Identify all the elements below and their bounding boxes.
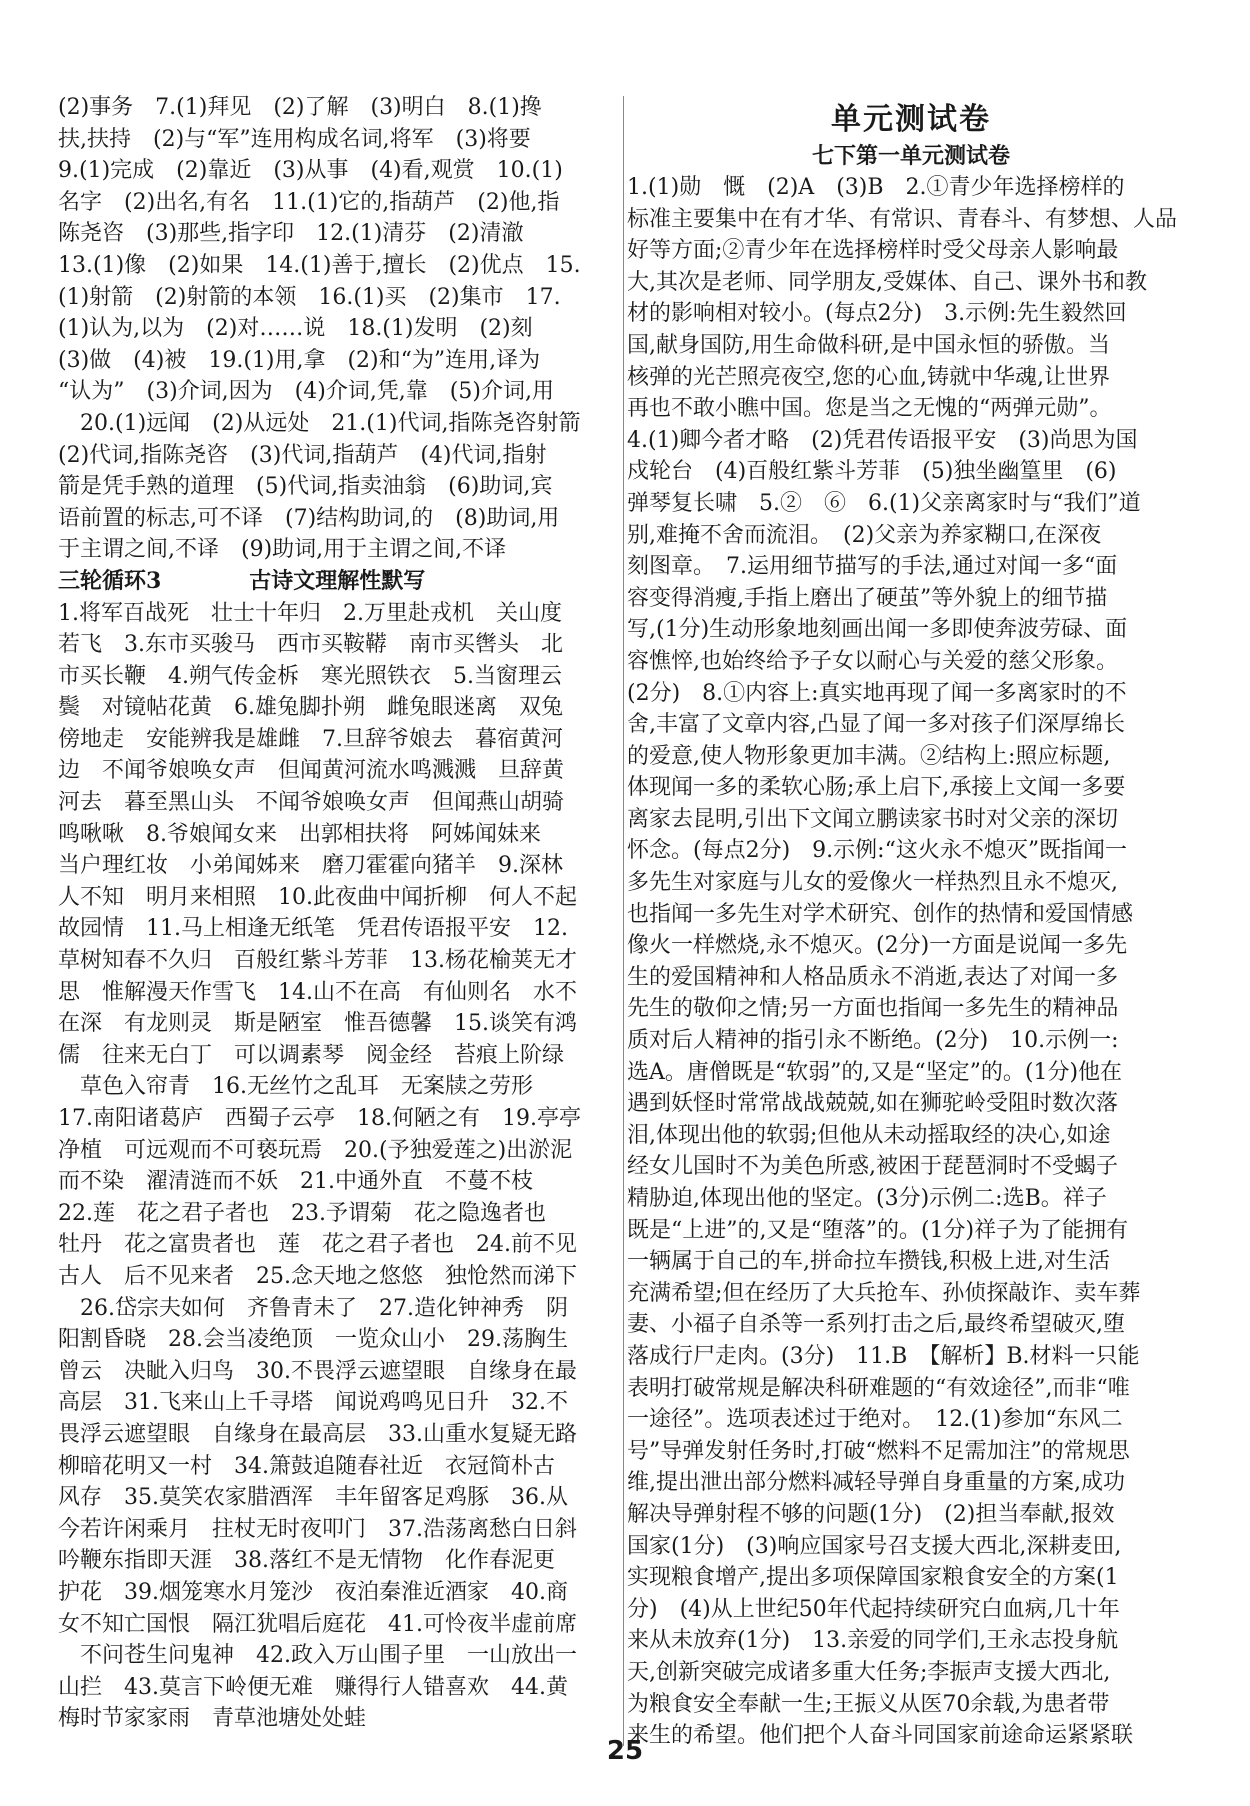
text-line: 为粮食安全奉献一生;王振义从医70余载,为患者带: [627, 1691, 1110, 1717]
text-line: 而不染 濯清涟而不妖 21.中通外直 不蔓不枝: [58, 1169, 533, 1195]
text-line: 牡丹 花之富贵者也 莲 花之君子者也 24.前不见: [58, 1232, 577, 1258]
right-answer-lines: [627, 172, 1195, 1752]
text-line: 边 不闻爷娘唤女声 但闻黄河流水鸣溅溅 旦辞黄: [58, 758, 565, 784]
text-line: 鬓 对镜帖花黄 6.雄兔脚扑朔 雌兔眼迷离 双兔: [58, 695, 563, 721]
text-line: 写,(1分)生动形象地刻画出闻一多即使奔波劳碌、面: [627, 617, 1128, 643]
text-line: 不问苍生问鬼神 42.政入万山围子里 一山放出一: [58, 1643, 577, 1669]
text-line: 1.将军百战死 壮士十年归 2.万里赴戎机 关山度: [58, 600, 562, 626]
text-line: 标准主要集中在有才华、有常识、青春斗、有梦想、人品: [627, 206, 1178, 232]
text-line: 别,难掩不舍而流泪。 (2)父亲为养家糊口,在深夜: [627, 522, 1102, 548]
text-line: 13.(1)像 (2)如果 14.(1)善于,擅长 (2)优点 15.: [58, 252, 581, 278]
text-line: 弹琴复长啸 5.② ⑥ 6.(1)父亲离家时与“我们”道: [627, 490, 1141, 516]
text-line: (2)事务 7.(1)拜见 (2)了解 (3)明白 8.(1)搀: [58, 95, 542, 120]
text-line: 女不知亡国恨 隔江犹唱后庭花 41.可怜夜半虚前席: [58, 1611, 577, 1637]
text-line: 生的爱国精神和人格品质永不消逝,表达了对闻一多: [627, 964, 1118, 990]
text-line: 净植 可远观而不可亵玩焉 20.(予独爱莲之)出淤泥: [58, 1137, 573, 1163]
text-line: 充满希望;但在经历了大兵抢车、孙侦探敲诈、卖车葬: [627, 1280, 1141, 1306]
text-line: “认为” (3)介词,因为 (4)介词,凭,靠 (5)介词,用: [58, 379, 554, 405]
text-line: (1)认为,以为 (2)对……说 18.(1)发明 (2)刻: [58, 316, 533, 342]
text-line: 思 惟解漫天作雪飞 14.山不在高 有仙则名 水不: [58, 979, 577, 1005]
text-line: (2分) 8.①内容上:真实地再现了闻一多离家时的不: [627, 680, 1127, 706]
text-line: 故园情 11.马上相逢无纸笔 凭君传语报平安 12.: [58, 916, 568, 942]
text-line: 再也不敢小瞧中国。您是当之无愧的“两弹元勋”。: [627, 396, 1112, 422]
text-line: 来从未放弃(1分) 13.亲爱的同学们,王永志投身航: [627, 1628, 1119, 1654]
text-line: 刻图章。 7.运用细节描写的手法,通过对闻一多“面: [627, 554, 1118, 580]
text-line: (2)代词,指陈尧咨 (3)代词,指葫芦 (4)代词,指射: [58, 442, 547, 468]
text-line: 护花 39.烟笼寒水月笼沙 夜泊秦淮近酒家 40.商: [58, 1579, 568, 1605]
text-line: 梅时节家家雨 青草池塘处处蛙: [58, 1706, 367, 1732]
text-line: 吟鞭东指即天涯 38.落红不是无情物 化作春泥更: [58, 1548, 555, 1574]
text-line: 1.(1)勋 慨 (2)A (3)B 2.①青少年选择榜样的: [627, 175, 1125, 200]
text-line: 核弹的光芒照亮夜空,您的心血,铸就中华魂,让世界: [627, 364, 1110, 390]
text-line: 大,其次是老师、同学朋友,受媒体、自己、课外书和教: [627, 269, 1147, 295]
text-line: 傍地走 安能辨我是雄雌 7.旦辞爷娘去 暮宿黄河: [58, 726, 563, 752]
unit-test-title: 单元测试卷: [831, 102, 991, 137]
text-line: 当户理红妆 小弟闻姊来 磨刀霍霍向猪羊 9.深林: [58, 853, 563, 879]
text-line: 先生的敬仰之情;另一方面也指闻一多先生的精神品: [627, 996, 1119, 1022]
text-line: 古人 后不见来者 25.念天地之悠悠 独怆然而涕下: [58, 1263, 577, 1289]
text-line: 体现闻一多的柔软心肠;承上启下,承接上文闻一多要: [627, 775, 1126, 801]
text-line: 维,提出泄出部分燃料减轻导弹自身重量的方案,成功: [627, 1470, 1125, 1496]
text-line: 天,创新突破完成诸多重大任务;李振声支援大西北,: [627, 1659, 1111, 1685]
text-line: 17.南阳诸葛庐 西蜀子云亭 18.何陋之有 19.亭亭: [58, 1106, 581, 1131]
text-line: (1)射箭 (2)射箭的本领 16.(1)买 (2)集市 17.: [58, 284, 561, 310]
text-line: 扶,扶持 (2)与“军”连用构成名词,将军 (3)将要: [58, 126, 531, 152]
text-line: 怀念。(每点2分) 9.示例:“这火永不熄灭”既指闻一: [627, 838, 1128, 864]
text-line: 号”导弹发射任务时,打破“燃料不足需加注”的常规思: [627, 1438, 1130, 1464]
text-line: 阳割昏晓 28.会当凌绝顶 一览众山小 29.荡胸生: [58, 1327, 568, 1353]
text-line: 26.岱宗夫如何 齐鲁青未了 27.造化钟神秀 阴: [58, 1295, 568, 1321]
text-line: 经女儿国时不为美色所惑,被困于琵琶洞时不受蝎子: [627, 1154, 1118, 1180]
text-line: 戍轮台 (4)百般红紫斗芳菲 (5)独坐幽篁里 (6): [627, 459, 1117, 485]
text-line: 儒 往来无白丁 可以调素琴 阅金经 苔痕上阶绿: [58, 1042, 565, 1068]
text-line: 一途径”。选项表述过于绝对。 12.(1)参加“东风二: [627, 1407, 1123, 1433]
column-divider: [623, 96, 624, 1746]
text-line: 表明打破常规是解决科研难题的“有效途径”,而非“唯: [627, 1375, 1130, 1401]
text-line: 于主谓之间,不译 (9)助词,用于主谓之间,不译: [58, 537, 507, 563]
text-line: 容变得消瘦,手指上磨出了硬茧”等外貌上的细节描: [627, 585, 1108, 611]
text-line: 柳暗花明又一村 34.箫鼓追随春社近 衣冠简朴古: [58, 1453, 555, 1479]
text-line: 语前置的标志,可不译 (7)结构助词,的 (8)助词,用: [58, 505, 560, 531]
section-heading: 三轮循环3 古诗文理解性默写: [58, 567, 426, 594]
text-line: 落成行尸走肉。(3分) 11.B 【解析】B.材料一只能: [627, 1343, 1140, 1369]
text-line: 陈尧咨 (3)那些,指字印 12.(1)清芬 (2)清澈: [58, 221, 524, 247]
right-column: [627, 100, 1195, 1752]
text-line: 山拦 43.莫言下岭便无难 赚得行人错喜欢 44.黄: [58, 1674, 568, 1700]
left-column: [58, 92, 618, 1735]
text-line: 今若许闲乘月 拄杖无时夜叩门 37.浩荡离愁白日斜: [58, 1516, 577, 1542]
text-line: 9.(1)完成 (2)靠近 (3)从事 (4)看,观赏 10.(1): [58, 158, 563, 184]
text-line: 草色入帘青 16.无丝竹之乱耳 无案牍之劳形: [58, 1074, 533, 1100]
text-line: 实现粮食增产,提出多项保障国家粮食安全的方案(1: [627, 1565, 1119, 1591]
text-line: 20.(1)远闻 (2)从远处 21.(1)代词,指陈尧咨射箭: [58, 410, 581, 436]
unit-test-subtitle: 七下第一单元测试卷: [811, 143, 1010, 169]
text-line: 选A。唐僧既是“软弱”的,又是“坚定”的。(1分)他在: [627, 1059, 1123, 1085]
text-line: 舍,丰富了文章内容,凸显了闻一多对孩子们深厚绵长: [627, 712, 1125, 738]
text-line: 解决导弹射程不够的问题(1分) (2)担当奉献,报效: [627, 1501, 1115, 1527]
text-line: 在深 有龙则灵 斯是陋室 惟吾德馨 15.谈笑有鸿: [58, 1011, 577, 1037]
text-line: 若飞 3.东市买骏马 西市买鞍鞯 南市买辔头 北: [58, 632, 563, 658]
text-line: (3)做 (4)被 19.(1)用,拿 (2)和“为”连用,译为: [58, 347, 541, 373]
text-line: 国家(1分) (3)响应国家号召支援大西北,深耕麦田,: [627, 1533, 1122, 1559]
text-line: 畏浮云遮望眼 自缘身在最高层 33.山重水复疑无路: [58, 1421, 577, 1447]
text-line: 好等方面;②青少年在选择榜样时受父母亲人影响最: [627, 238, 1119, 264]
text-line: 市买长鞭 4.朔气传金柝 寒光照铁衣 5.当窗理云: [58, 663, 562, 689]
text-line: 材的影响相对较小。(每点2分) 3.示例:先生毅然回: [627, 301, 1127, 327]
text-line: 泪,体现出他的软弱;但他从未动摇取经的决心,如途: [627, 1122, 1111, 1148]
text-line: 精胁迫,体现出他的坚定。(3分)示例二:选B。祥子: [627, 1186, 1107, 1211]
text-line: 箭是凭手熟的道理 (5)代词,指卖油翁 (6)助词,宾: [58, 474, 553, 500]
text-line: 质对后人精神的指引永不断绝。(2分) 10.示例一:: [627, 1028, 1119, 1054]
text-line: 人不知 明月来相照 10.此夜曲中闻折柳 何人不起: [58, 884, 577, 910]
text-line: 4.(1)卿今者才略 (2)凭君传语报平安 (3)尚思为国: [627, 427, 1138, 453]
text-line: 22.莲 花之君子者也 23.予谓菊 花之隐逸者也: [58, 1200, 546, 1226]
text-line: 也指闻一多先生对学术研究、创作的热情和爱国情感: [627, 901, 1134, 927]
text-line: 既是“上进”的,又是“堕落”的。(1分)祥子为了能拥有: [627, 1217, 1129, 1243]
text-line: 离家去昆明,引出下文闻立鹏读家书时对父亲的深切: [627, 806, 1118, 832]
text-line: 曾云 决眦入归鸟 30.不畏浮云遮望眼 自缘身在最: [58, 1358, 577, 1384]
text-line: 高层 31.飞来山上千寻塔 闻说鸡鸣见日升 32.不: [58, 1390, 568, 1416]
text-line: 风存 35.莫笑农家腊酒浑 丰年留客足鸡豚 36.从: [58, 1485, 568, 1511]
text-line: 的爱意,使人物形象更加丰满。②结构上:照应标题,: [627, 743, 1111, 769]
text-line: 分) (4)从上世纪50年代起持续研究白血病,几十年: [627, 1596, 1120, 1622]
text-line: 妻、小福子自杀等一系列打击之后,最终希望破灭,堕: [627, 1312, 1125, 1338]
text-line: 草树知春不久归 百般红紫斗芳菲 13.杨花榆荚无才: [58, 948, 577, 974]
text-line: 多先生对家庭与儿女的爱像火一样热烈且永不熄灭,: [627, 870, 1118, 896]
page-number: 25: [606, 1736, 644, 1766]
text-line: 容憔悴,也始终给予子女以耐心与关爱的慈父形象。: [627, 648, 1118, 674]
text-line: 河去 暮至黑山头 不闻爷娘唤女声 但闻燕山胡骑: [58, 790, 565, 816]
text-line: 名字 (2)出名,有名 11.(1)它的,指葫芦 (2)他,指: [58, 189, 560, 215]
text-line: 一辆属于自己的车,拼命拉车攒钱,积极上进,对生活: [627, 1249, 1110, 1275]
text-line: 鸣啾啾 8.爷娘闻女来 出郭相扶将 阿姊闻妹来: [58, 821, 541, 847]
text-line: 来生的希望。他们把个人奋斗同国家前途命运紧紧联: [627, 1723, 1134, 1749]
text-line: 遇到妖怪时常常战战兢兢,如在狮驼岭受阻时数次落: [627, 1091, 1118, 1117]
text-line: 像火一样燃烧,永不熄灭。(2分)一方面是说闻一多先: [627, 933, 1128, 959]
text-line: 国,献身国防,用生命做科研,是中国永恒的骄傲。当: [627, 332, 1110, 358]
